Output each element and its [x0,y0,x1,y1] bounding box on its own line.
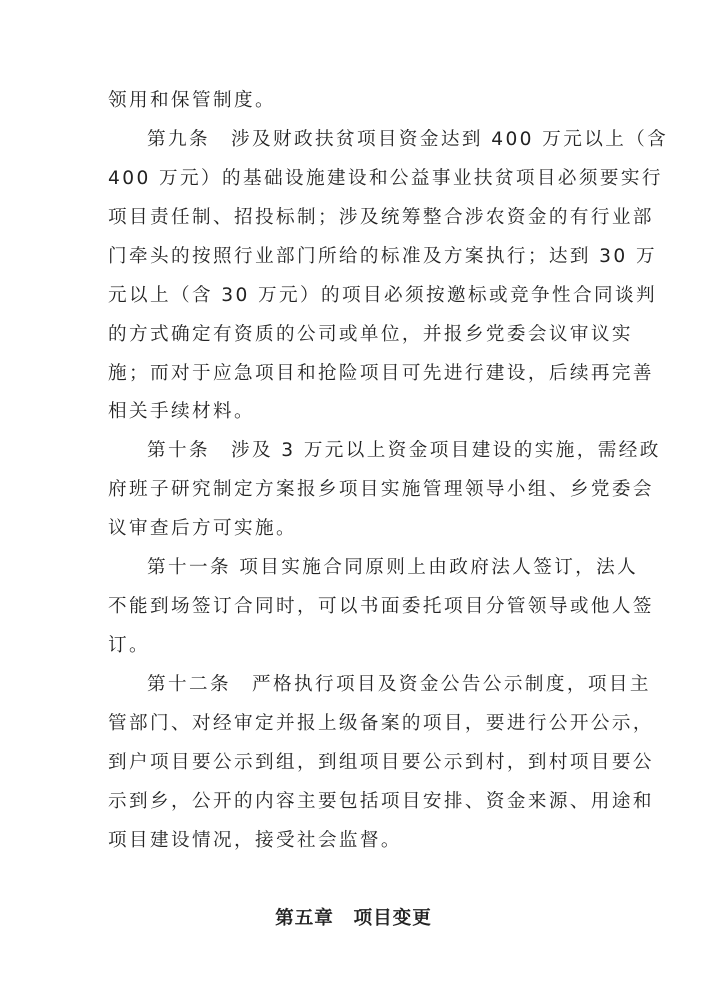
text-line: 项目建设情况，接受社会监督。 [108,830,402,851]
text-line: 订。 [108,635,150,656]
text-line: 元以上（含 30 万元）的项目必须按邀标或竞争性合同谈判 [108,285,657,306]
text-line: 府班子研究制定方案报乡项目实施管理领导小组、乡党委会 [108,479,654,500]
text-line: 相关手续材料。 [108,401,255,422]
text-line: 400 万元）的基础设施建设和公益事业扶贫项目必须要实行 [108,168,663,189]
text-line: 施；而对于应急项目和抢险项目可先进行建设，后续再完善 [108,363,654,384]
text-line: 领用和保管制度。 [108,90,276,111]
text-line: 议审查后方可实施。 [108,518,297,539]
text-line: 管部门、对经审定并报上级备案的项目，要进行公开公示， [108,713,654,734]
text-line: 项目责任制、招投标制；涉及统筹整合涉农资金的有行业部 [108,207,654,228]
text-line: 到户项目要公示到组，到组项目要公示到村，到村项目要公 [108,752,654,773]
text-line: 示到乡，公开的内容主要包括项目安排、资金来源、用途和 [108,791,654,812]
text-line: 门牵头的按照行业部门所给的标准及方案执行；达到 30 万 [108,246,657,267]
article-9-first-line: 第九条 涉及财政扶贫项目资金达到 400 万元以上（含 [147,129,669,150]
chapter-heading: 第五章 项目变更 [275,908,432,929]
text-line: 的方式确定有资质的公司或单位，并报乡党委会议审议实 [108,324,633,345]
article-10-first-line: 第十条 涉及 3 万元以上资金项目建设的实施，需经政 [147,440,661,461]
text-line: 不能到场签订合同时，可以书面委托项目分管领导或他人签 [108,596,654,617]
article-12-first-line: 第十二条 严格执行项目及资金公告公示制度，项目主 [147,674,651,695]
article-11-first-line: 第十一条 项目实施合同原则上由政府法人签订，法人 [147,557,639,578]
